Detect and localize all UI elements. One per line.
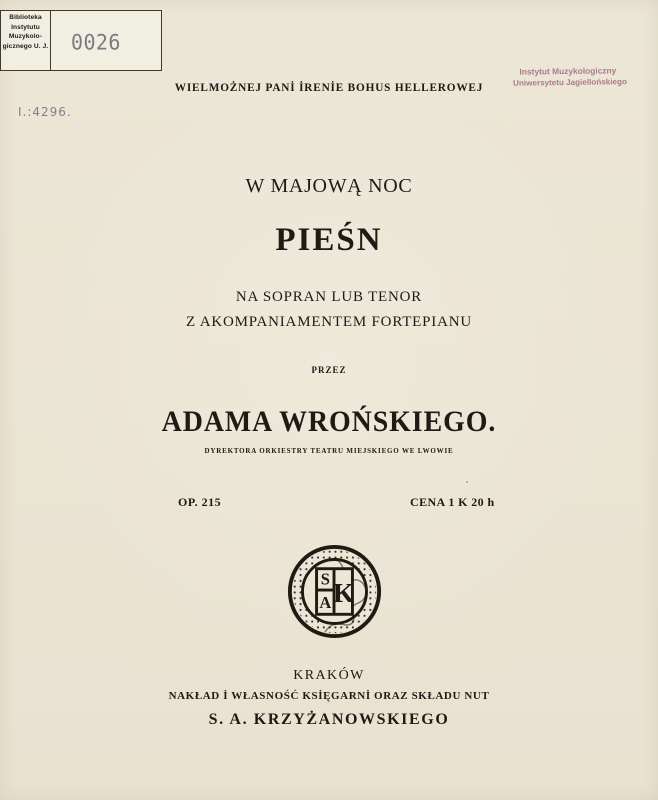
- institute-stamp-line1: Instytut Muzykologiczny: [519, 65, 617, 77]
- genre-title: PIEŚN: [275, 222, 383, 258]
- accompaniment-designation: Z AKOMPANIAMENTEM FORTEPIANU: [186, 314, 472, 330]
- library-stamp-line: gicznego U. J.: [2, 42, 49, 50]
- seal-letter-k: K: [333, 578, 355, 609]
- opus-number: OP. 215: [178, 495, 222, 509]
- dedication: WIELMOŻNEJ PANİ İRENİE BOHUS HELLEROWEJ: [174, 82, 484, 94]
- library-stamp-line: Biblioteka: [9, 14, 42, 21]
- shelfmark: I.:4296.: [18, 105, 72, 119]
- library-stamp-line: Muzykolo-: [8, 33, 43, 40]
- library-stamp: [0, 10, 162, 71]
- library-stamp-number: 0026: [71, 29, 121, 55]
- publisher-seal: [286, 543, 383, 640]
- seal-letter-a: A: [319, 592, 332, 612]
- voice-designation: NA SOPRAN LUB TENOR: [235, 289, 423, 305]
- price: CENA 1 K 20 h: [410, 495, 495, 509]
- publisher-name: S. A. KRZYŻANOWSKIEGO: [208, 711, 450, 728]
- publication-city: KRAKÓW: [293, 668, 365, 683]
- imprint-line: NAKŁAD İ WŁASNOŚĆ KSİĘGARNİ ORAZ SKŁADU NUT: [168, 690, 490, 702]
- composer-role: DYREKTORA ORKIESTRY TEATRU MIEJSKIEGO WE LWOWIE: [204, 447, 454, 455]
- seal-letter-s: S: [320, 569, 330, 589]
- composer-name: ADAMA WROŃSKIEGO.: [161, 405, 497, 438]
- institute-stamp-line2: Uniwersytetu Jagiellońskiego: [513, 77, 627, 88]
- library-stamp-line: Instytutu: [11, 23, 40, 31]
- library-stamp-label: [1, 11, 51, 70]
- by-line: PRZEZ: [311, 365, 347, 375]
- paper-speck: [466, 481, 468, 483]
- song-title: W MAJOWĄ NOC: [245, 175, 413, 197]
